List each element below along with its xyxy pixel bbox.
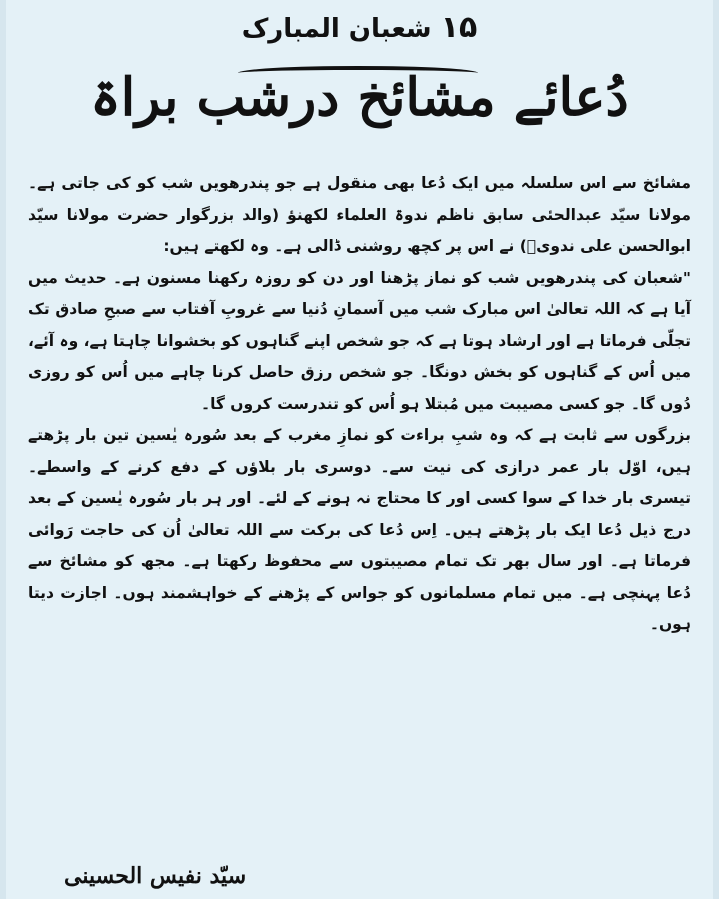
page-title: دُعائے مشائخ درشب براۃ [90, 67, 629, 128]
paragraph-practice: بزرگوں سے ثابت ہے کہ وہ شبِ براءت کو نمازِ مغرب کے بعد سُورہ یٰسین تین بار پڑھتے ہیں، اوّل بار عمر درازی کی نیت سے۔ دوسری بار بلاؤں کے دفع کرنے کے واسطے۔ تیسری بار خدا کے سوا کسی اور کا محتاج نہ ہونے کے لئے۔ اور ہر بار سُورہ یٰسین کے بعد درج ذیل دُعا ایک بار پڑھتے ہیں۔ اِس دُعا کی برکت سے اللہ تعالیٰ اُن کی حاجت رَوائی فرماتا ہے۔ اور سال بھر تک تمام مصیبتوں سے محفوظ رکھتا ہے۔ مجھ کو مشائخ سے دُعا پہنچی ہے۔ میں تمام مسلمانوں کو جواس کے پڑھنے کے خواہشمند ہوں۔ اجازت دیتا ہوں۔ [28, 426, 691, 633]
date-number: ۱۵ [440, 10, 478, 45]
signature: سیّد نفیس الحسینی [64, 863, 247, 889]
date-heading [6, 10, 713, 45]
article-body [28, 168, 691, 641]
date-text: شعبان المبارک [241, 14, 432, 44]
header [6, 0, 713, 150]
paragraph-intro: مشائخ سے اس سلسلہ میں ایک دُعا بھی منقول ہے جو پندرھویں شب کو کی جاتی ہے۔ مولانا سیّد عبدالحئی سابق ناظم ندوۃ العلماء لکھنؤ (والد بزرگوار حضرت مولانا سیّد ابوالحسن علی ندویؒ) نے اس پر کچھ روشنی ڈالی ہے۔ وہ لکھتے ہیں: [28, 174, 691, 255]
paragraph-hadith: "شعبان کی پندرھویں شب کو نماز پڑھنا اور دن کو روزہ رکھنا مسنون ہے۔ حدیث میں آیا ہے کہ اللہ تعالیٰ اس مبارک شب میں آسمانِ دُنیا سے غروبِ آفتاب سے صبحِ صادق تک تجلّی فرماتا ہے اور ارشاد ہوتا ہے کہ جو شخص اپنے گناہوں کو بخشوانا چاہتا ہے، وہ آئے، میں اُس کے گناہوں کو بخش دونگا۔ جو شخص رزق حاصل کرنا چاہے میں اُس کو روزی دُوں گا۔ جو کسی مصیبت میں مُبتلا ہو اُس کو تندرست کروں گا۔ [27, 268, 691, 413]
